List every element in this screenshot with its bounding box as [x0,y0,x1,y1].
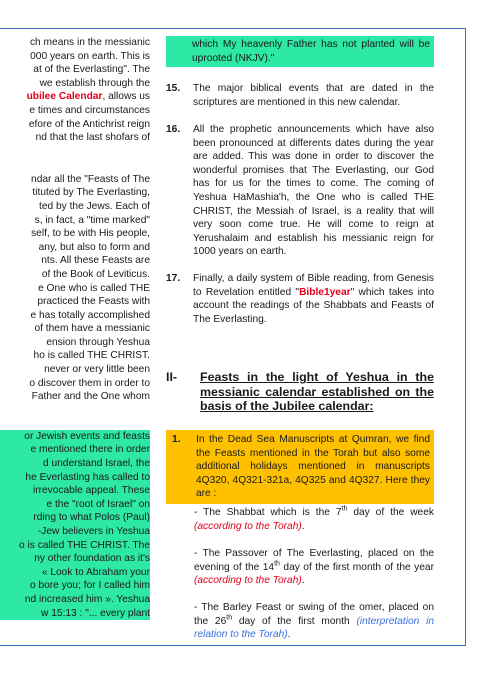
left-line: self, to be with His people, [31,228,150,240]
left-line: we establish through the [39,77,150,89]
left-line: o bore you; for I called him [29,580,150,592]
left-line: « Look to Abraham your [41,566,150,578]
left-line: w 15:13 : "... every plant [41,607,150,619]
left-line: rding to what Polos (Paul) [33,512,150,524]
left-line: practiced the Feasts with [37,296,150,308]
left-line: ubilee Calendar, allows us [26,91,150,103]
left-line: nd increased him ». Yeshua [24,593,150,605]
left-line: he Everlasting has called to [25,471,150,483]
left-line: o is called THE CHRIST. The [19,539,150,551]
left-line: of the Book of Leviticus. [41,268,150,280]
left-line: e mentioned there in order [30,444,150,456]
left-text-middle [0,173,150,404]
left-line: e has totally accomplished [30,309,150,321]
left-line: irrevocable appeal. These [32,485,150,497]
left-line: d understand Israel, the [42,458,150,470]
left-line: efore of the Antichrist reign [28,118,150,130]
left-line: e times and circumstances [29,104,150,116]
bible1year-link: Bible1year [299,286,351,298]
orange-item-1: 1. In the Dead Sea Manuscripts at Qumran, we find the Feasts mentioned in the Torah but also some additional holidays mentioned in manuscripts 4Q320, 4Q321-321a, 4Q325 and 4Q327. Here they are : [166,430,434,504]
left-line: tituted by The Everlasting, [32,187,150,199]
left-line: of them have a messianic [34,323,150,335]
left-text-top [0,36,150,145]
bullet-shabbat: - The Shabbat which is the 7th day of the week (according to the Torah). [194,505,434,532]
list-item-17: 17. Finally, a daily system of Bible reading, from Genesis to Revelation entitled "Bible1year" which takes into account the readings of the Shabbats and Feasts of The Everlasting. [166,273,434,325]
list-item-15: 15. The major biblical events that are dated in the scriptures are mentioned in this new calendar. [166,83,434,108]
left-text-green [0,430,150,620]
left-line: ny other foundation as it's [34,553,150,565]
left-line: e One who is called THE [38,282,150,294]
left-column [0,36,150,620]
left-line: nd that the last shofars of [35,132,150,144]
left-line: ndar all the "Feasts of The [31,173,150,185]
bullet-passover: - The Passover of The Everlasting, placed on the evening of the 14th day of the first month of the year (according to the Torah). [194,548,434,587]
left-line: never or very little been [44,364,150,376]
left-line: e the "root of Israel" on [46,498,150,510]
left-line: nts. All these Feasts are [41,255,150,267]
section-heading: II- Feasts in the light of Yeshua in the messianic calendar established on the basis of the Jubilee calendar: [166,370,434,414]
left-line: or Jewish events and feasts [24,430,150,442]
left-line: ted by the Jews. Each of [39,200,150,212]
left-line: 000 years on earth. This is [30,50,150,62]
left-line: any, but also to form and [38,241,150,253]
left-line: s, in fact, a "time marked" [34,214,150,226]
left-line: o discover them in order to [29,377,150,389]
left-line: -Jew believers in Yeshua [37,526,150,537]
left-line: ension through Yeshua [46,336,150,348]
list-item-16: 16. All the prophetic announcements which have also been pronounced at differents dates during the year are added. This was done in order to discover the wonderful promises that The Everlasting, our God has for us for the times to come. The coming of Yeshua HaMashia'h, the One who is called THE CHRIST, the Messiah of Israel, is a reality that will very soon come true. He will come to reign at Yerushalaim and establish his messianic reign for 1000 years on earth. [166,124,434,258]
bullet-barley-feast: - The Barley Feast or swing of the omer, placed on the 26th day of the first month (interpretation in relation to the Torah). [194,602,434,641]
left-line: ho is called THE CHRIST. [33,350,150,362]
left-line: Father and the One whom [31,391,150,403]
quote-highlight: which My heavenly Father has not planted will be uprooted (NKJV)." [166,36,434,67]
left-line: ch means in the messianic [29,37,150,48]
left-line: at of the Everlasting". The [33,64,150,76]
